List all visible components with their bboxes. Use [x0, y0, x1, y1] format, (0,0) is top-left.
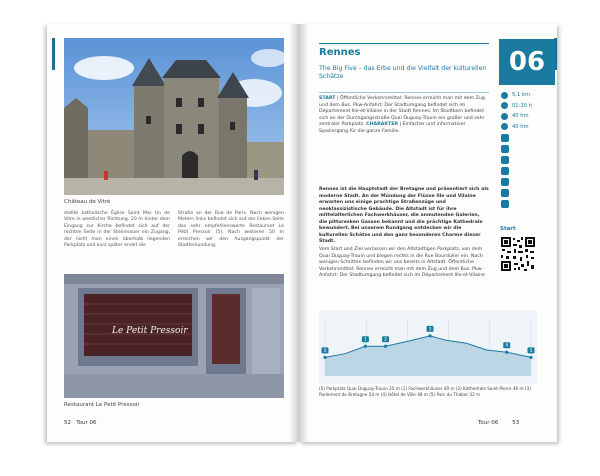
camera-symbol — [501, 187, 551, 198]
train-icon — [501, 156, 509, 164]
stat-descent-value: 40 hm — [512, 123, 529, 130]
qr-start-label: Start — [500, 226, 516, 232]
charakter-key: CHARAKTER — [366, 122, 399, 127]
elevation-profile — [319, 310, 537, 384]
tour-number-box: 06 — [499, 39, 555, 85]
ascent-icon — [501, 113, 508, 120]
stat-distance — [501, 90, 551, 101]
profile-waypoint — [529, 356, 532, 359]
right-page-number: 53 — [512, 420, 520, 426]
train-symbol — [501, 154, 551, 165]
descent-icon — [501, 123, 508, 130]
profile-waypoint-label: S — [323, 348, 327, 354]
parking-icon — [501, 134, 509, 142]
left-edge-marker — [52, 38, 55, 70]
right-running-head: Tour 06 — [478, 420, 499, 426]
bus-icon — [501, 145, 509, 153]
bus-symbol — [501, 143, 551, 154]
stat-distance-value: 5,1 km — [512, 92, 530, 99]
qr-code — [500, 236, 536, 272]
right-folio — [478, 420, 519, 426]
restaurant-symbol — [501, 176, 551, 187]
tour-title: Rennes — [319, 47, 361, 58]
left-column-1: stellte katholische Église Saint Mar tin de Vitre in westlicher Richtung. 20 m hinter dem Eingang zur Kirche befindet sich auf der rechten Seite in der Steinmauer ein Zugang, der nicht man einen überhalb liegenden Parkplatz und kurz später endet die — [64, 211, 170, 249]
info-icon — [501, 200, 509, 208]
family-symbol — [501, 165, 551, 176]
info-symbol — [501, 198, 551, 209]
left-folio — [64, 420, 97, 426]
chateau-caption: Château de Vitré — [64, 199, 111, 205]
book-gutter — [289, 24, 309, 442]
tour-description: Rennes ist die Hauptstadt der Bretagne und präsentiert sich als moderne Stadt. An der Mündung der Flüsse Ille und Vilaine erwarten uns einige prachtige Straßenzüge und neoklassizistische Gebäude. Die Altstadt ist für ihre mittelalterlichen Fachwerkhäuser, die anmutenden Galerien, die pittoresken Gassen bekannt und die prächtige Kathedrale bewundert. Bei unserem Rundgang entdecken wir die kulturellen Schätze und den ganz besonderen Charme dieser Stadt. — [319, 187, 489, 244]
parking-symbol — [501, 132, 551, 143]
start-text: Öffentliche Verkehrsmittel: Rennes erreicht man mit dem Zug und dem Bus. Pkw-Anfahrt: Der Stadtumgang befindet sich im Département Ille-et-Vilaine in der Stadt Rennes. Im Stadtkern befindet sich an der Durchgangsstraße Quai Duguay-Trouin ein großer und sehr zentraler Parkplatz. — [319, 96, 485, 127]
distance-icon — [501, 92, 508, 99]
subtitle-rule — [319, 92, 489, 93]
restaurant-icon — [501, 178, 509, 186]
left-running-head: Tour 06 — [76, 420, 97, 426]
profile-waypoint — [428, 334, 431, 337]
restaurant-sign: Le Petit Pressoir — [112, 326, 188, 336]
profile-waypoint — [384, 345, 387, 348]
restaurant-caption: Restaurant Le Petit Pressoir — [64, 402, 140, 408]
profile-waypoint-label: 4 — [505, 343, 509, 349]
restaurant-photo — [64, 274, 284, 398]
camera-icon — [501, 189, 509, 197]
tour-stats — [501, 90, 551, 209]
profile-waypoint-label: 3 — [428, 327, 432, 333]
profile-waypoint — [505, 351, 508, 354]
stat-duration — [501, 101, 551, 112]
charakter-text: Einfacher und informativer Spaziergang für die ganze Familie. — [319, 122, 466, 134]
start-key: START — [319, 96, 336, 101]
profile-waypoint-label: 2 — [384, 337, 388, 343]
tour-intro: START | Öffentliche Verkehrsmittel: Rennes erreicht man mit dem Zug und dem Bus. Pkw-Anfahrt: Der Stadtumgang befindet sich im Département Ille-et-Vilaine in der Stadt Rennes. Im Stadtkern befindet sich an der Durchgangsstraße Quai Duguay-Trouin ein großer und sehr zentraler Parkplatz. CHARAKTER | Einfacher und informativer Spaziergang für die ganze Familie. — [319, 96, 485, 134]
left-page-number: 52 — [64, 420, 71, 426]
profile-waypoint — [323, 356, 326, 359]
route-description: Vom Start und Ziel verlassen wir den Altstadtigen Parkplatz, von dem Quai Duguay-Trouin und biegen rechts in die Rue Bourdulier ein. Nach wenigen Schritten befinden wir uns bereits in Altstadt. Öffentliche Verkehrsmittel: Rennes erreicht man mit dem Zug und dem Bus. Pkw-Anfahrt: Der Stadtumgang befindet sich im Département Ille-et-Vilaine — [319, 247, 486, 278]
tour-subtitle: The Big Five – das Erbe und die Vielfalt der kulturellen Schätze — [319, 65, 487, 80]
route-legend: (S) Parkplatz Quai Duguay-Trouin 25 m (1) Fachwerkhäuser 40 m (2) Kathedrale Saint-Pierre 46 m (3) Parlement de Bretagne 54 m (4) Hôtel de Ville 48 m (5) Parc du Thabor 32 m — [319, 386, 531, 397]
left-column-2: Straße an der Rue de Paris. Nach wenigen Metern links befindet sich auf der linken Seite das sehr empfehlenswerte Restaurant Le Petit Pressoir (5), Nach weiteren 50 m erreichen wir den Ausgangspunkt der Stadterkundung. — [178, 211, 284, 249]
title-rule — [319, 43, 489, 44]
stat-descent — [501, 122, 551, 133]
profile-waypoint — [364, 345, 367, 348]
stat-ascent-value: 40 hm — [512, 113, 529, 120]
clock-icon — [501, 102, 508, 109]
family-icon — [501, 167, 509, 175]
profile-waypoint-label: 1 — [363, 337, 367, 343]
stat-ascent — [501, 111, 551, 122]
chateau-photo — [64, 38, 284, 195]
profile-waypoint-label: 5 — [529, 348, 533, 354]
stat-duration-value: 01:30 h — [512, 102, 532, 109]
